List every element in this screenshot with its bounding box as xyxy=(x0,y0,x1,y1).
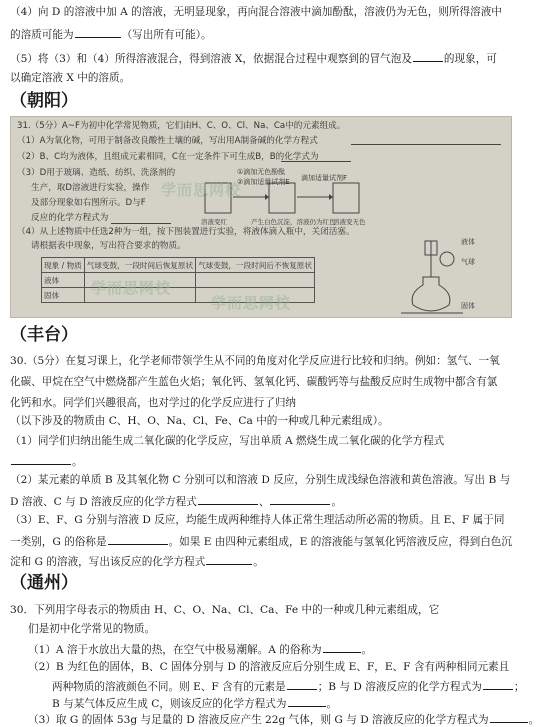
photo-text: 反应的化学方程式为 xyxy=(31,213,109,223)
diagram-label: 产生白色沉淀，溶液仍为红色 xyxy=(251,218,336,226)
text-line xyxy=(10,50,509,66)
text-fragment: 一类别，G 的俗称是 xyxy=(10,536,107,548)
text-line: （2）某元素的单质 B 及其氧化物 C 分别可以和溶液 D 反应，分别生成浅绿色溶液和黄色溶液。写出 B 与 xyxy=(10,474,511,486)
table-header: 气球变鼓，一段时间后不恢复原状 xyxy=(196,258,315,273)
text-fragment: 。 xyxy=(326,698,338,710)
answer-blank[interactable] xyxy=(287,678,317,690)
watermark: 学而思网校 xyxy=(211,294,292,312)
photo-text: 生产，取D溶液进行实验，操作 xyxy=(31,183,150,193)
answer-line[interactable] xyxy=(351,144,501,145)
answer-blank[interactable] xyxy=(413,50,443,62)
text-line: （2）B 为红色的固体，B、C 固体分别与 D 的溶液反应后分别生成 E、F，E、F 含有两种相同元素且 xyxy=(28,661,510,673)
region-heading: （丰台） xyxy=(10,325,78,345)
text-fragment: 。 xyxy=(528,714,539,726)
text-fragment: （5）将（3）和（4）所得溶液混合，得到溶液 X，依据混合过程中观察到的冒气泡及 xyxy=(10,53,412,65)
text-fragment: （写出所有可能）。 xyxy=(121,29,212,41)
text-line: 化碳、甲烷在空气中燃烧都产生蓝色火焰；氧化钙、氢氧化钙、碳酸钙等与盐酸反应时生成物中都含有氯 xyxy=(10,376,498,388)
answer-blank[interactable] xyxy=(270,493,330,505)
region-heading: （通州） xyxy=(10,573,78,593)
text-line xyxy=(10,553,509,569)
text-fragment: （3）取 G 的固体 53g 与足量的 D 溶液反应产生 22g 气体，则 G 与 D 溶液反应的化学方程式为 xyxy=(28,714,489,726)
table-header: 气球变鼓，一段时间后恢复原状 xyxy=(84,258,195,273)
answer-blank[interactable] xyxy=(483,678,513,690)
text-fragment: 。如果 E 由四种元素组成，E 的溶液能与氢氧化钙溶液反应，得到白色沉 xyxy=(168,536,512,548)
text-line xyxy=(10,493,509,509)
apparatus-label: 固体 xyxy=(461,302,475,310)
text-line: （3）E、F、G 分别与溶液 D 反应，均能生成两种维持人体正常生理活动所必需的物质。且 E、F 属于同 xyxy=(10,514,505,526)
answer-line[interactable] xyxy=(111,223,171,224)
text-line xyxy=(52,678,525,694)
region-heading: （朝阳） xyxy=(10,91,78,111)
answer-blank[interactable] xyxy=(323,641,361,653)
text-fragment: 、 xyxy=(258,496,270,508)
text-fragment: 的现象，可 xyxy=(443,53,497,65)
answer-blank[interactable] xyxy=(75,26,121,38)
answer-line[interactable] xyxy=(281,161,351,162)
table-row-label: 液体 xyxy=(42,273,85,288)
answer-blank[interactable] xyxy=(11,453,71,465)
watermark: 学而思网校 xyxy=(161,181,242,199)
table-row-label: 固体 xyxy=(42,288,85,303)
diagram-label: ①滴加无色酚酞 xyxy=(237,168,286,176)
text-fragment: 的溶质可能为 xyxy=(10,29,74,41)
answer-blank[interactable] xyxy=(108,533,168,545)
photo-text: 及部分现象如右图所示。D与F xyxy=(31,198,146,208)
text-fragment: ；B 与 D 溶液反应的化学方程式为 xyxy=(317,681,482,693)
text-fragment: 。 xyxy=(72,456,83,468)
question-photo xyxy=(10,116,512,318)
text-fragment: 。 xyxy=(361,644,373,656)
photo-text: 31.（5分）A~F为初中化学常见物质，它们由H、C、O、Cl、Na、Ca中的元素组成。 xyxy=(17,121,346,131)
text-line xyxy=(10,533,512,549)
text-fragment: 。 xyxy=(253,556,264,568)
text-line: （4）向 D 的溶液中加 A 的溶液，无明显现象，再向混合溶液中滴加酚酞，溶液仍为无色，则所得溶液中 xyxy=(10,6,502,18)
diagram-label: ②滴加适量试剂E xyxy=(237,178,290,186)
answer-blank[interactable] xyxy=(288,695,326,707)
text-fragment: 两种物质的溶液颜色不同。则 E、F 含有的元素是 xyxy=(52,681,286,693)
text-line xyxy=(28,641,509,657)
watermark: 学而思网校 xyxy=(91,279,172,297)
text-line: （1）同学们归纳出能生成二氧化碳的化学反应，写出单质 A 燃烧生成二氧化碳的化学方程式 xyxy=(10,435,445,447)
text-line xyxy=(28,711,539,727)
photo-text: 请根据表中现象，写出符合要求的物质。 xyxy=(31,241,186,251)
answer-blank[interactable] xyxy=(206,553,252,565)
table-cell[interactable] xyxy=(196,273,315,288)
apparatus-label: 气球 xyxy=(461,258,475,266)
text-fragment: （1）A 溶于水放出大量的热，在空气中极易潮解。A 的俗称为 xyxy=(28,644,322,656)
text-fragment: 淀和 G 的溶液，写出该反应的化学方程式 xyxy=(10,556,206,568)
text-fragment: B 与某气体反应生成 C，则该反应的化学方程式为 xyxy=(52,698,287,710)
answer-blank[interactable] xyxy=(198,493,258,505)
diagram-label: 溶液变红 xyxy=(201,218,227,226)
text-fragment: 。 xyxy=(331,496,343,508)
text-line: 以确定溶液 X 中的溶质。 xyxy=(10,72,131,84)
text-line xyxy=(10,26,509,42)
table-header: 现象 / 物质 xyxy=(42,258,85,273)
text-line: 30．下列用字母表示的物质由 H、C、O、Na、Cl、Ca、Fe 中的一种或几种元素组成，它 xyxy=(10,604,440,616)
text-line: 30.（5分）在复习课上，化学老师带领学生从不同的角度对化学反应进行比较和归纳。例如：氢气、一氧 xyxy=(10,355,500,367)
text-line xyxy=(10,453,509,469)
text-fragment: ； xyxy=(513,681,525,693)
text-fragment: D 溶液、C 与 D 溶液反应的化学方程式 xyxy=(10,496,197,508)
text-line: 们是初中化学常见的物质。 xyxy=(28,623,156,635)
apparatus-label: 液体 xyxy=(461,238,475,246)
text-line: （以下涉及的物质由 C、H、O、Na、Cl、Fe、Ca 中的一种或几种元素组成）。 xyxy=(10,415,389,427)
photo-text: （1）A为氧化物，可用于制备改良酸性土壤的碱，写出用A制备碱的化学方程式 xyxy=(17,136,318,146)
photo-text: （2）B、C均为液体，且组成元素相同，C在一定条件下可生成B，B的化学式为 xyxy=(17,152,319,162)
photo-text: （3）D用于玻璃、造纸、纺织、洗涤剂的 xyxy=(17,168,176,178)
answer-blank[interactable] xyxy=(490,711,528,723)
text-line: 化钙和水。同学们兴趣很高，也对学过的化学反应进行了归纳 xyxy=(10,397,297,409)
diagram-label: 滴加适量试剂F xyxy=(301,174,348,182)
photo-text: （4）从上述物质中任选2种为一组，按下图装置进行实验，将液体滴入瓶中，关闭活塞。 xyxy=(17,227,355,237)
text-line xyxy=(52,695,509,711)
diagram-label: 溶液变无色 xyxy=(333,218,366,226)
